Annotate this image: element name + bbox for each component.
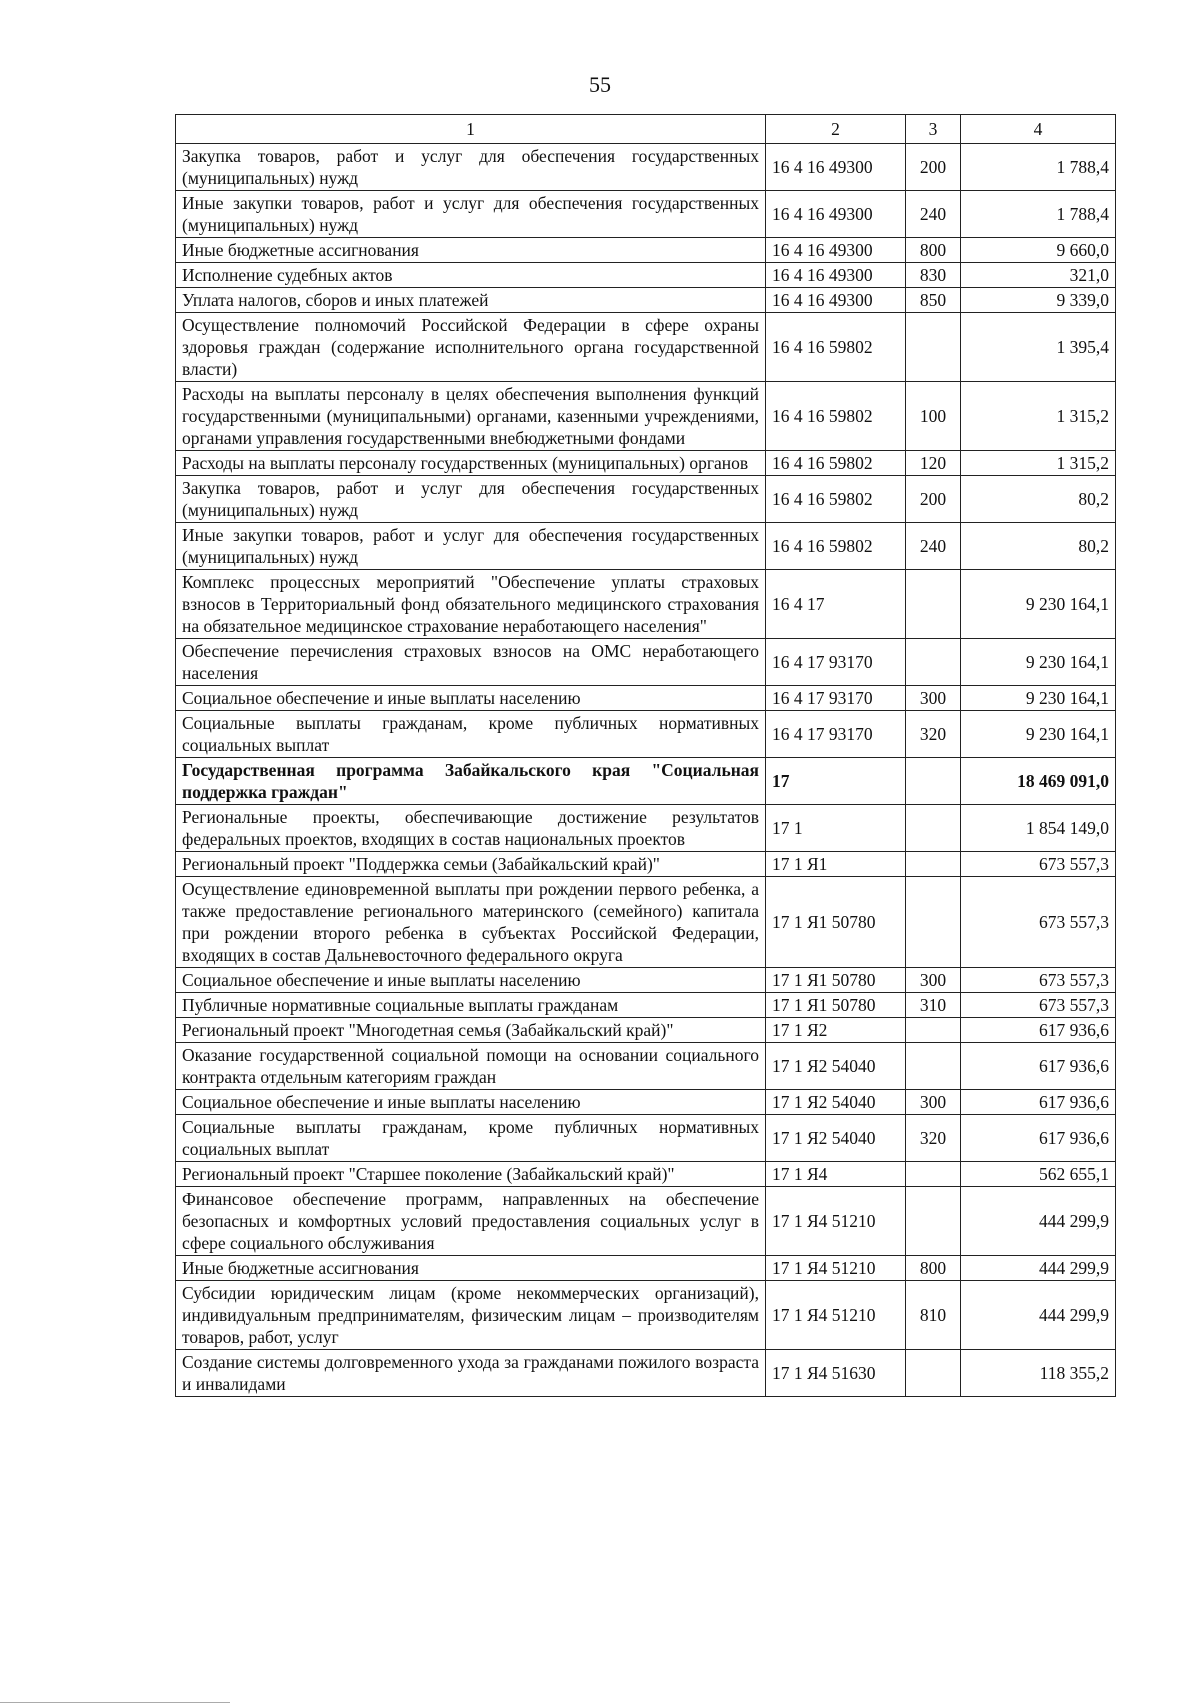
- row-amount: 444 299,9: [961, 1187, 1116, 1256]
- table-row: [176, 238, 1116, 263]
- budget-table: [175, 114, 1116, 1397]
- row-amount: 673 557,3: [961, 993, 1116, 1018]
- table-row: [176, 1281, 1116, 1350]
- row-amount: 9 230 164,1: [961, 570, 1116, 639]
- row-vr: 320: [906, 711, 961, 758]
- row-code: 17 1 Я1 50780: [766, 968, 906, 993]
- row-code: 16 4 16 49300: [766, 263, 906, 288]
- row-vr: 100: [906, 382, 961, 451]
- table-row: [176, 1043, 1116, 1090]
- row-amount: 9 339,0: [961, 288, 1116, 313]
- row-name: Иные закупки товаров, работ и услуг для обеспечения государственных (муниципальных) нужд: [176, 523, 766, 570]
- row-amount: 1 788,4: [961, 191, 1116, 238]
- row-code: 16 4 16 59802: [766, 451, 906, 476]
- row-vr: [906, 1043, 961, 1090]
- table-row: [176, 1256, 1116, 1281]
- table-row: [176, 1350, 1116, 1397]
- row-amount: 321,0: [961, 263, 1116, 288]
- row-amount: 118 355,2: [961, 1350, 1116, 1397]
- row-amount: 617 936,6: [961, 1090, 1116, 1115]
- table-body: [176, 144, 1116, 1397]
- page-number: 55: [589, 72, 611, 97]
- row-code: 17: [766, 758, 906, 805]
- row-name: Социальное обеспечение и иные выплаты населению: [176, 968, 766, 993]
- row-name: Региональный проект "Многодетная семья (Забайкальский край)": [176, 1018, 766, 1043]
- row-vr: 850: [906, 288, 961, 313]
- row-code: 16 4 16 49300: [766, 238, 906, 263]
- row-vr: [906, 313, 961, 382]
- header-col-3: 3: [906, 115, 961, 144]
- row-amount: 9 230 164,1: [961, 711, 1116, 758]
- table-row: [176, 1115, 1116, 1162]
- row-vr: 300: [906, 686, 961, 711]
- row-code: 17 1: [766, 805, 906, 852]
- header-col-4: 4: [961, 115, 1116, 144]
- row-name: Осуществление полномочий Российской Федерации в сфере охраны здоровья граждан (содержание исполнительного органа государственной власти): [176, 313, 766, 382]
- row-code: 17 1 Я1 50780: [766, 993, 906, 1018]
- row-vr: 810: [906, 1281, 961, 1350]
- row-vr: [906, 570, 961, 639]
- table-row: [176, 1162, 1116, 1187]
- row-amount: 1 854 149,0: [961, 805, 1116, 852]
- row-vr: 240: [906, 191, 961, 238]
- table-row: [176, 758, 1116, 805]
- table-row: [176, 1187, 1116, 1256]
- row-name: Субсидии юридическим лицам (кроме некоммерческих организаций), индивидуальным предпринимателям, физическим лицам – производителям товаров, работ, услуг: [176, 1281, 766, 1350]
- table-row: [176, 523, 1116, 570]
- header-col-1: 1: [176, 115, 766, 144]
- row-name: Оказание государственной социальной помощи на основании социального контракта отдельным категориям граждан: [176, 1043, 766, 1090]
- row-code: 16 4 16 49300: [766, 288, 906, 313]
- table-row: [176, 288, 1116, 313]
- row-code: 16 4 17 93170: [766, 711, 906, 758]
- row-vr: [906, 1018, 961, 1043]
- row-amount: 617 936,6: [961, 1043, 1116, 1090]
- row-name: Уплата налогов, сборов и иных платежей: [176, 288, 766, 313]
- row-name: Региональный проект "Старшее поколение (Забайкальский край)": [176, 1162, 766, 1187]
- row-vr: 320: [906, 1115, 961, 1162]
- row-name: Публичные нормативные социальные выплаты гражданам: [176, 993, 766, 1018]
- row-code: 17 1 Я2 54040: [766, 1115, 906, 1162]
- row-name: Государственная программа Забайкальского края "Социальная поддержка граждан": [176, 758, 766, 805]
- row-name: Региональный проект "Поддержка семьи (Забайкальский край)": [176, 852, 766, 877]
- row-code: 16 4 17: [766, 570, 906, 639]
- row-name: Социальные выплаты гражданам, кроме публичных нормативных социальных выплат: [176, 711, 766, 758]
- row-name: Осуществление единовременной выплаты при рождении первого ребенка, а также предоставление регионального материнского (семейного) капитала при рождении второго ребенка в субъектах Российской Федерации, входящих в состав Дальневосточного федерального округа: [176, 877, 766, 968]
- table-row: [176, 686, 1116, 711]
- table-row: [176, 382, 1116, 451]
- row-vr: [906, 1162, 961, 1187]
- table-row: [176, 711, 1116, 758]
- table-row: [176, 639, 1116, 686]
- row-code: 16 4 16 59802: [766, 382, 906, 451]
- row-vr: 300: [906, 968, 961, 993]
- row-vr: [906, 1350, 961, 1397]
- table-row: [176, 805, 1116, 852]
- row-vr: 800: [906, 1256, 961, 1281]
- row-code: 16 4 17 93170: [766, 686, 906, 711]
- table-row: [176, 144, 1116, 191]
- row-code: 17 1 Я4: [766, 1162, 906, 1187]
- row-code: 16 4 16 59802: [766, 523, 906, 570]
- row-amount: 562 655,1: [961, 1162, 1116, 1187]
- row-vr: 120: [906, 451, 961, 476]
- table-row: [176, 1018, 1116, 1043]
- row-amount: 9 660,0: [961, 238, 1116, 263]
- row-vr: [906, 805, 961, 852]
- row-amount: 80,2: [961, 523, 1116, 570]
- row-amount: 673 557,3: [961, 852, 1116, 877]
- row-amount: 617 936,6: [961, 1115, 1116, 1162]
- row-vr: [906, 758, 961, 805]
- row-vr: 800: [906, 238, 961, 263]
- row-code: 17 1 Я4 51210: [766, 1187, 906, 1256]
- table-header-row: [176, 115, 1116, 144]
- scan-artifact: [0, 1702, 230, 1703]
- row-amount: 1 315,2: [961, 382, 1116, 451]
- row-vr: [906, 877, 961, 968]
- row-code: 17 1 Я1: [766, 852, 906, 877]
- row-code: 16 4 16 59802: [766, 313, 906, 382]
- row-amount: 80,2: [961, 476, 1116, 523]
- row-code: 16 4 16 49300: [766, 144, 906, 191]
- row-vr: [906, 639, 961, 686]
- row-amount: 673 557,3: [961, 968, 1116, 993]
- row-name: Иные бюджетные ассигнования: [176, 238, 766, 263]
- row-code: 17 1 Я4 51210: [766, 1281, 906, 1350]
- row-amount: 444 299,9: [961, 1256, 1116, 1281]
- table-row: [176, 852, 1116, 877]
- table-row: [176, 263, 1116, 288]
- row-vr: [906, 1187, 961, 1256]
- row-code: 17 1 Я4 51630: [766, 1350, 906, 1397]
- row-code: 17 1 Я2: [766, 1018, 906, 1043]
- row-amount: 617 936,6: [961, 1018, 1116, 1043]
- table-row: [176, 476, 1116, 523]
- row-amount: 1 315,2: [961, 451, 1116, 476]
- row-vr: 310: [906, 993, 961, 1018]
- row-code: 17 1 Я4 51210: [766, 1256, 906, 1281]
- row-code: 16 4 17 93170: [766, 639, 906, 686]
- row-name: Социальные выплаты гражданам, кроме публичных нормативных социальных выплат: [176, 1115, 766, 1162]
- row-amount: 9 230 164,1: [961, 686, 1116, 711]
- row-vr: [906, 852, 961, 877]
- row-vr: 200: [906, 144, 961, 191]
- table-row: [176, 1090, 1116, 1115]
- row-name: Расходы на выплаты персоналу в целях обеспечения выполнения функций государственными (муниципальными) органами, казенными учреждениями, органами управления государственными внебюджетными фондами: [176, 382, 766, 451]
- row-name: Иные бюджетные ассигнования: [176, 1256, 766, 1281]
- row-amount: 444 299,9: [961, 1281, 1116, 1350]
- row-name: Создание системы долговременного ухода за гражданами пожилого возраста и инвалидами: [176, 1350, 766, 1397]
- row-vr: 830: [906, 263, 961, 288]
- row-name: Иные закупки товаров, работ и услуг для обеспечения государственных (муниципальных) нужд: [176, 191, 766, 238]
- table-row: [176, 968, 1116, 993]
- row-name: Закупка товаров, работ и услуг для обеспечения государственных (муниципальных) нужд: [176, 476, 766, 523]
- row-name: Социальное обеспечение и иные выплаты населению: [176, 686, 766, 711]
- table-row: [176, 570, 1116, 639]
- table-row: [176, 877, 1116, 968]
- row-code: 17 1 Я1 50780: [766, 877, 906, 968]
- table-row: [176, 191, 1116, 238]
- table-row: [176, 993, 1116, 1018]
- row-vr: 200: [906, 476, 961, 523]
- row-vr: 300: [906, 1090, 961, 1115]
- header-col-2: 2: [766, 115, 906, 144]
- row-name: Исполнение судебных актов: [176, 263, 766, 288]
- row-vr: 240: [906, 523, 961, 570]
- row-name: Расходы на выплаты персоналу государственных (муниципальных) органов: [176, 451, 766, 476]
- row-name: Закупка товаров, работ и услуг для обеспечения государственных (муниципальных) нужд: [176, 144, 766, 191]
- row-name: Региональные проекты, обеспечивающие достижение результатов федеральных проектов, входящих в состав национальных проектов: [176, 805, 766, 852]
- row-name: Обеспечение перечисления страховых взносов на ОМС неработающего населения: [176, 639, 766, 686]
- row-code: 17 1 Я2 54040: [766, 1043, 906, 1090]
- row-amount: 1 788,4: [961, 144, 1116, 191]
- row-amount: 1 395,4: [961, 313, 1116, 382]
- row-code: 16 4 16 49300: [766, 191, 906, 238]
- row-code: 17 1 Я2 54040: [766, 1090, 906, 1115]
- row-amount: 18 469 091,0: [961, 758, 1116, 805]
- table-row: [176, 313, 1116, 382]
- row-amount: 673 557,3: [961, 877, 1116, 968]
- row-code: 16 4 16 59802: [766, 476, 906, 523]
- table-row: [176, 451, 1116, 476]
- row-amount: 9 230 164,1: [961, 639, 1116, 686]
- row-name: Финансовое обеспечение программ, направленных на обеспечение безопасных и комфортных условий предоставления социальных услуг в сфере социального обслуживания: [176, 1187, 766, 1256]
- row-name: Социальное обеспечение и иные выплаты населению: [176, 1090, 766, 1115]
- row-name: Комплекс процессных мероприятий "Обеспечение уплаты страховых взносов в Территориальный фонд обязательного медицинского страхования на обязательное медицинское страхование неработающего населения": [176, 570, 766, 639]
